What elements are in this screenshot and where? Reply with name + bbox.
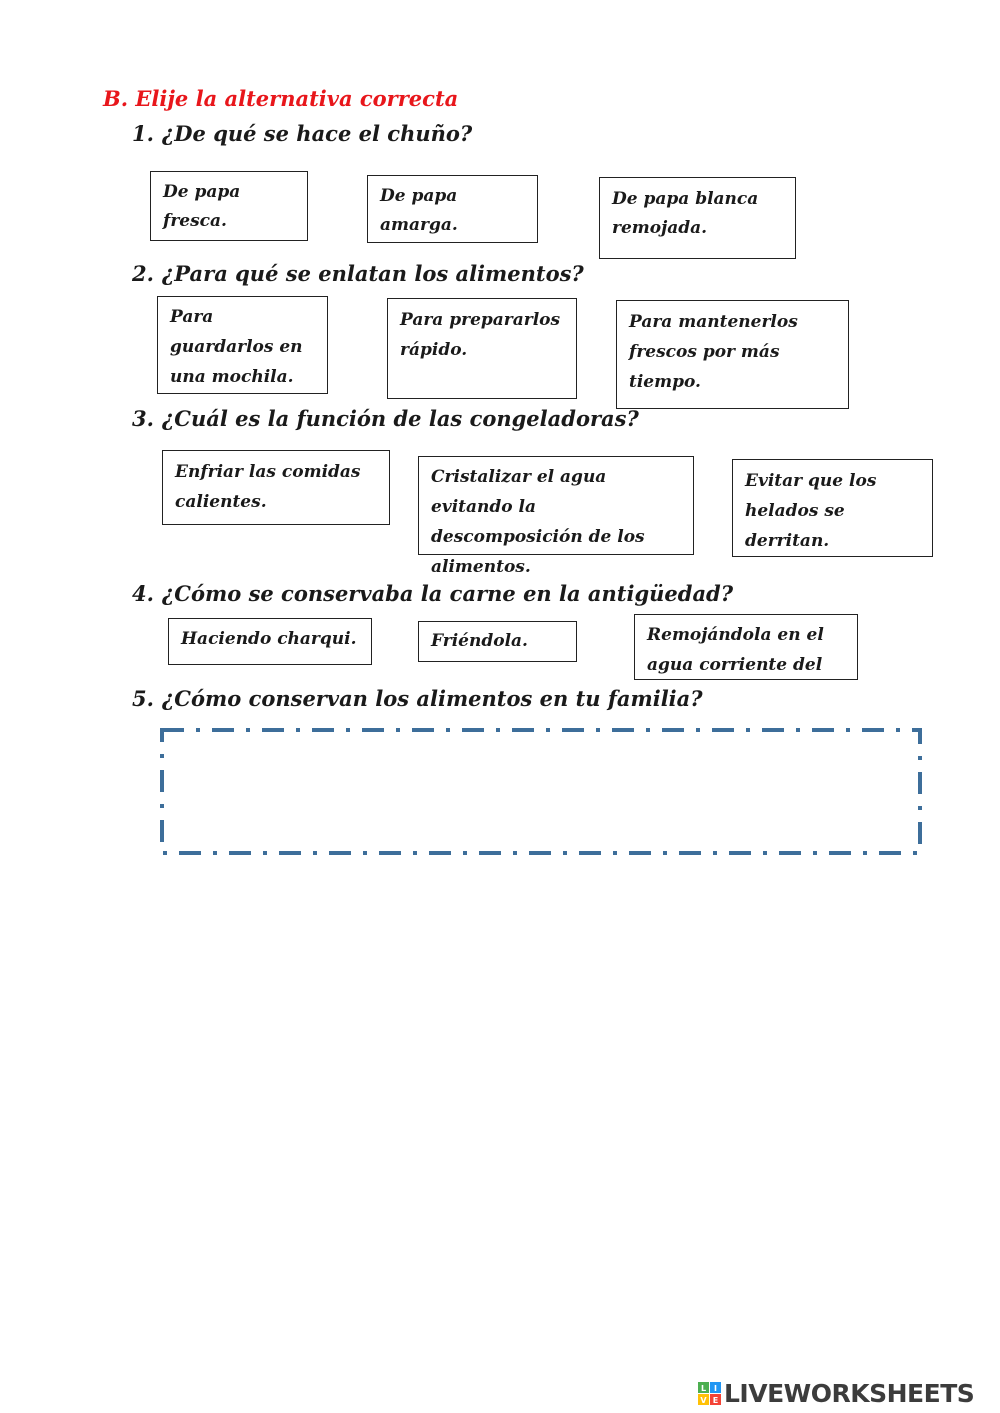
logo-text: LIVEWORKSHEETS: [724, 1378, 975, 1408]
option-1b[interactable]: De papa amarga.: [367, 175, 538, 243]
option-2c[interactable]: Para mantenerlos frescos por más tiempo.: [616, 300, 849, 409]
answer-box-border: [160, 728, 922, 855]
question-text: ¿Cuál es la función de las congeladoras?: [162, 406, 639, 431]
question-5: [132, 686, 703, 711]
option-2b[interactable]: Para prepararlos rápido.: [387, 298, 577, 399]
option-3c[interactable]: Evitar que los helados se derritan.: [732, 459, 933, 557]
question-2: [132, 261, 584, 286]
svg-text:L: L: [700, 1384, 707, 1393]
question-4: [132, 581, 733, 606]
option-1a[interactable]: De papa fresca.: [150, 171, 308, 241]
option-2a[interactable]: Para guardarlos en una mochila.: [157, 296, 328, 394]
question-1: [132, 121, 472, 146]
section-title: Elije la alternativa correcta: [135, 86, 459, 111]
question-text: ¿De qué se hace el chuño?: [162, 121, 473, 146]
option-3b[interactable]: Cristalizar el agua evitando la descomposición de los alimentos.: [418, 456, 694, 555]
liveworksheets-logo-icon: [698, 1380, 722, 1406]
liveworksheets-logo: [698, 1378, 974, 1408]
question-number: 1.: [132, 121, 154, 146]
question-number: 5.: [132, 686, 154, 711]
svg-text:E: E: [712, 1396, 719, 1405]
option-4c[interactable]: Remojándola en el agua corriente del: [634, 614, 858, 680]
question-number: 2.: [132, 261, 154, 286]
svg-text:I: I: [714, 1384, 717, 1393]
option-3a[interactable]: Enfriar las comidas calientes.: [162, 450, 390, 525]
question-number: 3.: [132, 406, 154, 431]
question-text: ¿Cómo se conservaba la carne en la antigüedad?: [162, 581, 734, 606]
section-heading: [103, 86, 458, 111]
option-4a[interactable]: Haciendo charqui.: [168, 618, 372, 665]
question-3: [132, 406, 639, 431]
question-number: 4.: [132, 581, 154, 606]
option-1c[interactable]: De papa blanca remojada.: [599, 177, 796, 259]
svg-text:V: V: [700, 1396, 707, 1405]
question-text: ¿Cómo conservan los alimentos en tu familia?: [162, 686, 703, 711]
section-letter: B.: [103, 86, 129, 111]
question-text: ¿Para qué se enlatan los alimentos?: [162, 261, 584, 286]
answer-input-box[interactable]: [160, 728, 922, 855]
option-4b[interactable]: Friéndola.: [418, 621, 577, 662]
